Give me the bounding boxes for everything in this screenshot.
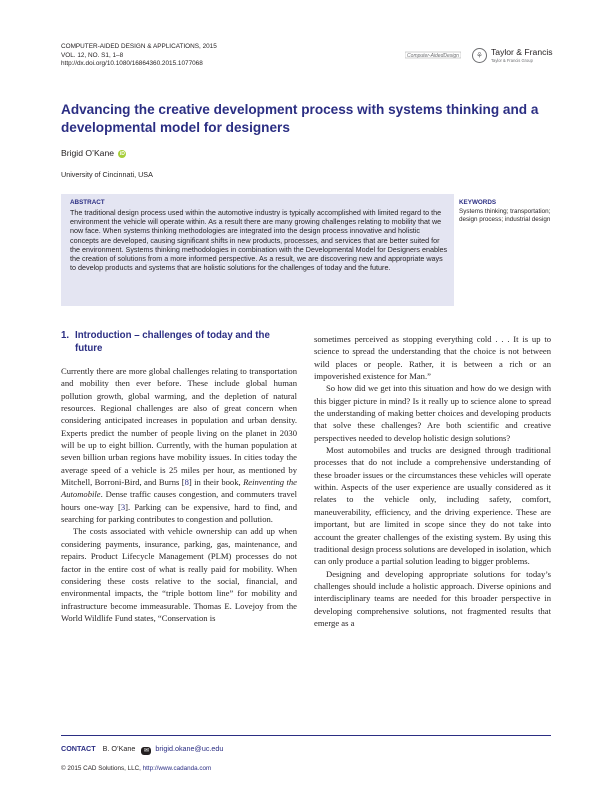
copyright-line: [61, 765, 211, 772]
body-column-left: [61, 365, 297, 624]
email-icon: ✉: [141, 747, 151, 755]
keywords-block: [459, 199, 551, 224]
journal-name: COMPUTER-AIDED DESIGN & APPLICATIONS, 2015: [61, 43, 217, 50]
author-line: [61, 148, 126, 158]
contact-line: [61, 744, 223, 755]
paragraph: Most automobiles and trucks are designed through traditional processes that do not include a comprehensive understanding of these broader issues or the circumstances these vehicles will operate within. Aspects of the user experience are usually considered as it relates to the vehicle only, including safety, comfort, maneuverability, efficiency, and the driving experience. These are important, but are limited in scope since they do not take into account the greater challenges of the existing system. By using this traditional design process solutions are developed in isolation, which can only produce a partial solution leading to bigger problems.: [314, 445, 551, 567]
paragraph: sometimes perceived as stopping everything cold . . . It is up to science to spread the understanding that the choice is not between wild places or people. Rather, it is between a rich or an impoverished existence for Man.”: [314, 334, 551, 382]
journal-header: [61, 43, 217, 69]
copyright-text: © 2015 CAD Solutions, LLC,: [61, 765, 143, 772]
citation-link[interactable]: 8: [184, 477, 189, 488]
paragraph: Currently there are more global challenges relating to transportation and mobility then ever before. These include global human pollution growth, global warming, and the depletion of natural resources. Regional challenges are also of great concern when considering anticipated increases in population and urban density. Experts predict the number of people living on the planet in 2030 will be up to eight billion. Currently, with the human population at seven billion urban regions have mobility issues. In cities today the average speed of a vehicle is 25 miles per hour, as mentioned by Mitchell, Borroni-Bird, and Burns [8] in their book, Reinventing the Automobile. Dense traffic causes congestion, and commuters travel hours one-way [3]. Parking can be expensive, hard to find, and searching for parking contributes to congestion and pollution.: [61, 366, 298, 525]
author-name: Brigid O’Kane: [61, 148, 115, 158]
abstract-label: ABSTRACT: [70, 199, 105, 206]
journal-volume: VOL. 12, NO. S1, 1–8: [61, 51, 124, 59]
cad-logo-text: Computer-AidedDesign: [407, 53, 459, 60]
paragraph: So how did we get into this situation and how do we design with this bigger picture in mind? Is it really up to science alone to spread the understanding of making better choices and developing products that solve these challenges? Are both scientific and creative perspectives needed to develop holistic design solutions?: [314, 383, 551, 443]
publisher-url[interactable]: http://www.cadanda.com: [142, 765, 212, 772]
abstract-box: [61, 194, 454, 306]
abstract-text: The traditional design process used within the automotive industry is typically accomplished with limited regard to the environment the vehicle will operate within. As a result there are many growing challenges relating to mobility that we now face. When systems thinking methodologies are integrated into the design process innovative and holistic concepts are developed, causing significant shifts in new products, processes, and services that are better suited for the environment. Systems thinking methodologies in combination with the Developmental Model for Designers enables the creation of solutions from a more informed perspective. As a result, we are discovering new and appropriate ways to develop products and systems that are holistic solutions for the challenges of today and the future.: [70, 208, 448, 273]
article-title: Advancing the creative development process with systems thinking and a developmental model for designers: [61, 102, 539, 135]
footer-divider: [61, 735, 551, 736]
contact-email[interactable]: brigid.okane@uc.edu: [155, 744, 224, 753]
paragraph: Designing and developing appropriate solutions for today’s challenges should include a holistic approach. Diverse opinions and interdisciplinary teams are needed for this broader perspective in developing comprehensive solutions, not fragmented results that emerge as a: [314, 568, 551, 628]
publisher-logo: [472, 46, 552, 68]
section-number: 1.: [61, 330, 70, 341]
contact-name: B. O’Kane: [102, 744, 136, 753]
cad-journal-logo: [405, 50, 461, 60]
section-title: Introduction – challenges of today and the future: [75, 330, 270, 354]
paragraph: The costs associated with vehicle ownership can add up when considering payments, insurance, parking, gas, maintenance, and repairs. Product Lifecycle Management (PLM) processes do not factor in the entire cost of what is really paid for mobility. When considering these costs relative to the social, financial, and environmental impacts, the “triple bottom line” for mobility and infrastructure become immeasurable. Thomas E. Lovejoy from the World Wildlife Fund states, “Conservation is: [61, 526, 297, 623]
keywords-text: Systems thinking; transportation; design process; industrial design: [459, 208, 551, 224]
keywords-label: KEYWORDS: [459, 199, 497, 206]
contact-label: CONTACT: [61, 744, 96, 753]
journal-doi[interactable]: http://dx.doi.org/10.1080/16864360.2015.1077068: [61, 60, 203, 68]
body-column-right: [314, 333, 551, 629]
taylor-francis-emblem-icon: ⚘: [472, 48, 487, 63]
orcid-icon[interactable]: iD: [119, 151, 125, 157]
publisher-name: Taylor & Francis: [491, 47, 553, 57]
citation-link[interactable]: 3: [120, 501, 126, 512]
publisher-group: Taylor & Francis Group: [491, 58, 533, 63]
book-title: Reinventing the Automobile: [61, 477, 297, 500]
affiliation: University of Cincinnati, USA: [61, 170, 153, 179]
